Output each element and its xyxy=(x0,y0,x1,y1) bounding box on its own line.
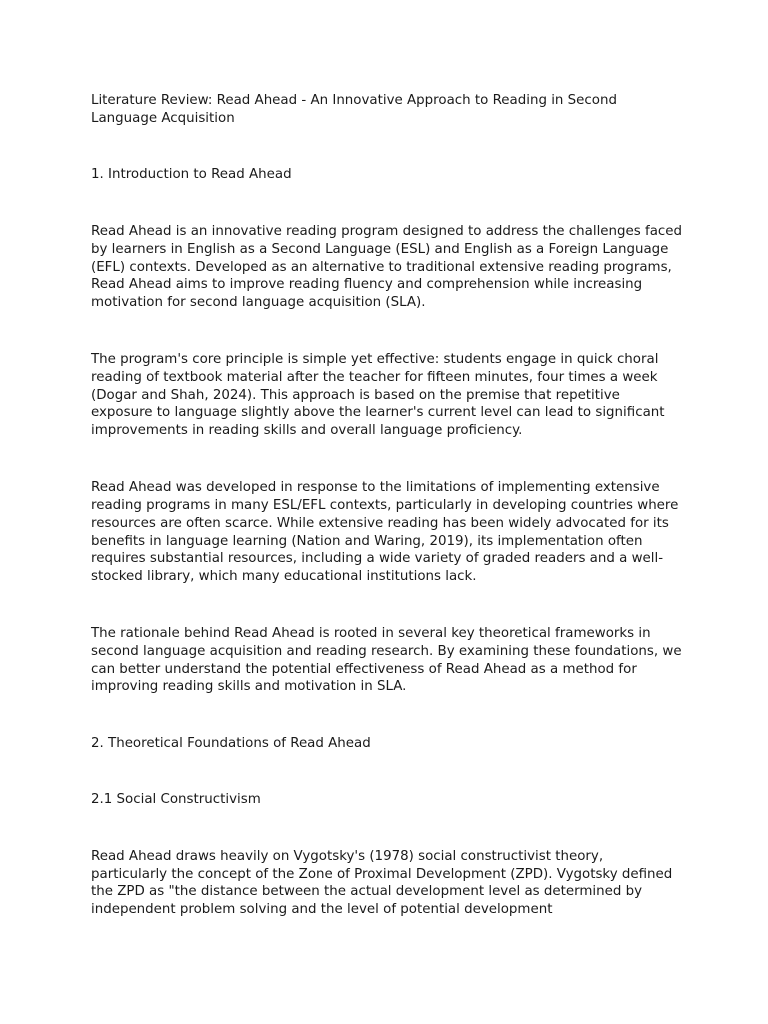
section-heading-theoretical-foundations: 2. Theoretical Foundations of Read Ahead xyxy=(91,735,371,751)
subsection-heading-social-constructivism: 2.1 Social Constructivism xyxy=(91,792,261,808)
paragraph-core-principle: The program's core principle is simple yet effective: students engage in quick choral reading of textbook material after the teacher for fifteen minutes, four times a week (Dogar and Shah, 2024). This approach is based on the premise that repetitive exposure to language slightly above the learner's current level can lead to significant improvements in reading skills and overall language proficiency. xyxy=(91,351,665,439)
paragraph-read-ahead-overview: Read Ahead is an innovative reading program designed to address the challenges faced by learners in English as a Second Language (ESL) and English as a Foreign Language (EFL) contexts. Developed as an alternative to traditional extensive reading programs, Read Ahead aims to improve reading fluency and comprehension while increasing motivation for second language acquisition (SLA). xyxy=(91,223,683,311)
paragraph-social-constructivism: Read Ahead draws heavily on Vygotsky's (1978) social constructivist theory, particularly the concept of the Zone of Proximal Development (ZPD). Vygotsky defined the ZPD as "the distance between the actual development level as determined by independent problem solving and the level of potential development xyxy=(91,848,673,918)
paragraph-development-rationale: Read Ahead was developed in response to the limitations of implementing extensive reading programs in many ESL/EFL contexts, particularly in developing countries where resources are often scarce. While extensive reading has been widely advocated for its benefits in language learning (Nation and Waring, 2019), its implementation often requires substantial resources, including a wide variety of graded readers and a well-stocked library, which many educational institutions lack. xyxy=(91,479,679,585)
document-title: Literature Review: Read Ahead - An Innovative Approach to Reading in Second Language Acquisition xyxy=(91,93,617,126)
paragraph-theoretical-rationale: The rationale behind Read Ahead is rooted in several key theoretical frameworks in second language acquisition and reading research. By examining these foundations, we can better understand the potential effectiveness of Read Ahead as a method for improving reading skills and motivation in SLA. xyxy=(91,625,682,695)
document-page xyxy=(91,92,683,919)
section-heading-introduction: 1. Introduction to Read Ahead xyxy=(91,167,292,183)
